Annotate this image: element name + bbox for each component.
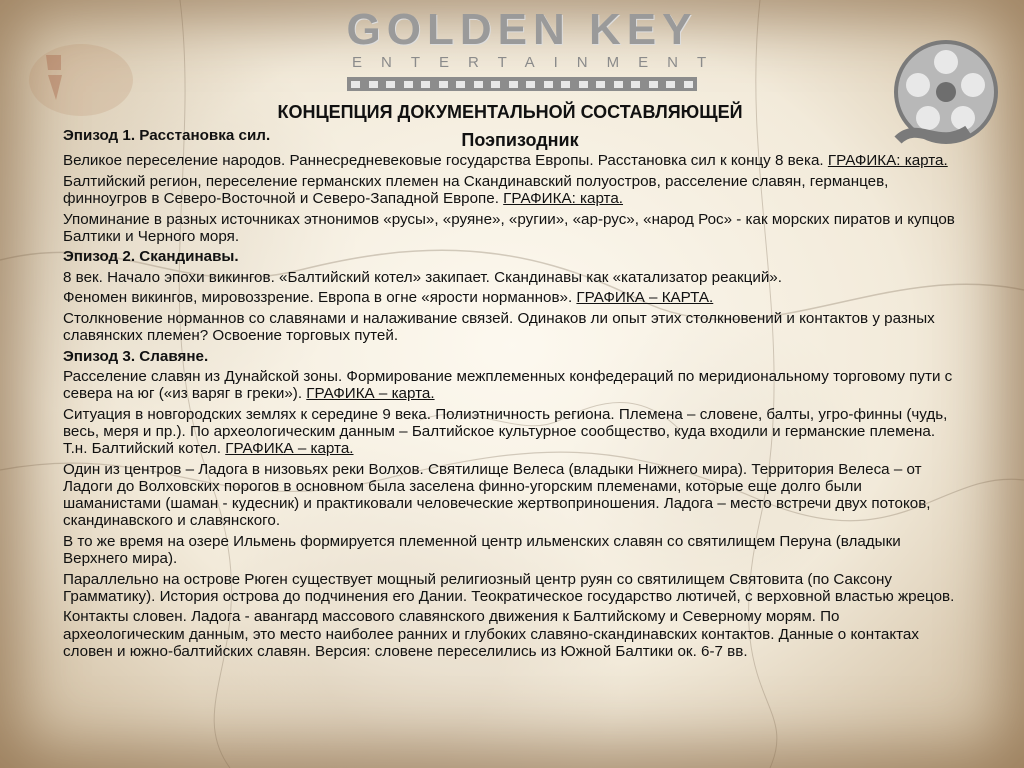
- episode-paragraph: Феномен викингов, мировоззрение. Европа в огне «ярости норманнов». ГРАФИКА – КАРТА.: [63, 289, 714, 307]
- episode-paragraph: Ситуация в новгородских землях к середине 9 века. Полиэтничность региона. Племена – словене, балты, угро-финны (чудь, весь, меря и пр.). По археологическим данным – Балтийское культурное сообщество, куда входили и германские племена. Т.н. Балтийский котел. ГРАФИКА – карта.: [63, 405, 948, 457]
- episode-paragraph: Столкновение норманнов со славянами и налаживание связей. Одинаков ли опыт этих столкновений и контактов у разных славянских племен? Освоение торговых путей.: [63, 309, 935, 344]
- graphics-link: ГРАФИКА – КАРТА.: [576, 289, 714, 307]
- episode-paragraph: Контакты словен. Ладога - авангард массового славянского движения к Балтийскому и Северному морям. По археологическим данным, это место наиболее ранних и глубоких славяно-скандинавских контактов. Данные о контактах словен и южно-балтийских славян. Версия: словене переселились из Южной Балтики ок. 6-7 вв.: [63, 608, 919, 660]
- logo-brand: GOLDEN KEY: [346, 5, 698, 54]
- episode-paragraph: Упоминание в разных источниках этнонимов «русы», «руяне», «ругии», «ар-рус», «народ Рос» - как морских пиратов и купцов Балтики и Черного моря.: [63, 210, 955, 245]
- episode-paragraph: 8 век. Начало эпохи викингов. «Балтийский котел» закипает. Скандинавы как «катализатор реакций».: [63, 268, 782, 286]
- episode-paragraph: Один из центров – Ладога в низовьях реки Волхов. Святилище Велеса (владыки Нижнего мира). Территория Велеса – от Ладоги до Волховских порогов в основном была заселена финно-угорским племенами, которые еще долго были шаманистами (шаман - кудесник) и практиковали человеческие жертвоприношения. Ладога – место встречи двух потоков, скандинавского и славянского.: [63, 460, 931, 530]
- episode-heading: Эпизод 3. Славяне.: [63, 347, 209, 365]
- episode-paragraph: В то же время на озере Ильмень формируется племенной центр ильменских славян со святилищем Перуна (владыки Верхнего мира).: [63, 532, 901, 567]
- page-subtitle: Поэпизодник: [461, 130, 579, 150]
- graphics-link: ГРАФИКА: карта.: [503, 190, 624, 207]
- graphics-link: ГРАФИКА – карта.: [225, 439, 354, 457]
- episode-heading: Эпизод 1. Расстановка сил.: [63, 127, 271, 144]
- seal-logo: [26, 40, 136, 120]
- episode-list: [63, 127, 963, 663]
- logo-subtitle: ENTERTAINMENT: [352, 54, 726, 71]
- episode-paragraph: Расселение славян из Дунайской зоны. Формирование межплеменных конфедераций по меридиональному торговому пути с севера на юг («из варяг в греки»). ГРАФИКА – карта.: [63, 367, 953, 402]
- graphics-link: ГРАФИКА – карта.: [306, 384, 435, 402]
- golden-key-logo: [342, 5, 726, 91]
- film-strip-icon: [347, 77, 697, 91]
- episode-paragraph: Параллельно на острове Рюген существует мощный религиозный центр руян со святилищем Святовита (по Саксону Грамматику). История острова до подчинения его Дании. Теократическое государство лютичей, с верховной властью жрецов.: [63, 570, 955, 605]
- episode-heading: Эпизод 2. Скандинавы.: [63, 248, 239, 266]
- graphics-link: ГРАФИКА: карта.: [827, 152, 948, 170]
- episode-paragraph: Балтийский регион, переселение германских племен на Скандинавский полуостров, расселение славян, германцев, финноугров в Северо-Восточной и Северо-Западной Европе. ГРАФИКА: карта.: [63, 172, 889, 207]
- episode-paragraph: Великое переселение народов. Раннесредневековые государства Европы. Расстановка сил к концу 8 века. ГРАФИКА: карта.: [63, 152, 948, 170]
- page-title: КОНЦЕПЦИЯ ДОКУМЕНТАЛЬНОЙ СОСТАВЛЯЮЩЕЙ: [277, 102, 743, 122]
